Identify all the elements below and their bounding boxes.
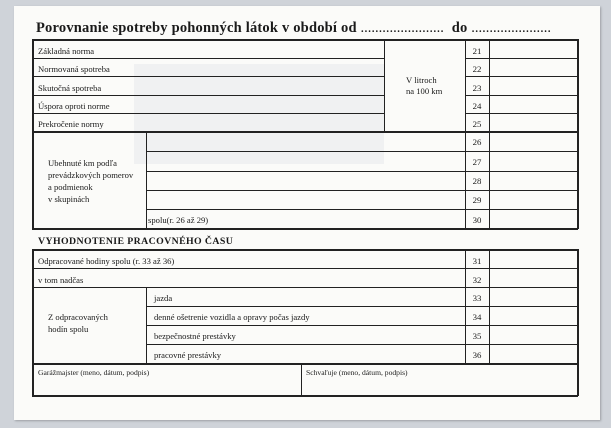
- row-line: [465, 113, 578, 114]
- row-label-34: denné ošetrenie vozidla a opravy počas jazdy: [154, 312, 310, 322]
- row-line: [465, 95, 578, 96]
- signature-garage-master: Garážmajster (meno, dátum, podpis): [38, 368, 150, 377]
- form-title: [36, 20, 596, 37]
- row-line: [465, 58, 578, 59]
- row-number-23: 23: [472, 83, 482, 93]
- row-line: [32, 363, 578, 365]
- row-number-27: 27: [472, 157, 482, 167]
- row-line: [32, 95, 384, 96]
- row-line: [465, 76, 578, 77]
- row-label-25: Prekročenie normy: [38, 119, 104, 129]
- row-line: [146, 171, 578, 172]
- row-line: [146, 151, 578, 152]
- row-line: [32, 287, 578, 288]
- bleed-through-area: [134, 64, 384, 164]
- signature-approves: Schvaľuje (meno, dátum, podpis): [306, 368, 408, 377]
- row-label-31: Odpracované hodiny spolu (r. 33 až 36): [38, 256, 175, 266]
- row-label-36: pracovné prestávky: [154, 350, 222, 360]
- signature-divider: [301, 363, 302, 396]
- title-text: Porovnanie spotreby pohonných látok v období: [36, 20, 338, 36]
- row-number-36: 36: [472, 350, 482, 360]
- table-bottom-border: [32, 228, 578, 230]
- label-col-divider: [384, 39, 385, 131]
- title-od-dots: .......................: [360, 20, 444, 36]
- row-number-24: 24: [472, 101, 482, 111]
- table-left-border: [32, 39, 34, 229]
- hours-label-line2: hodín spolu: [48, 324, 89, 334]
- km-label-line3: a podmienok: [48, 182, 93, 192]
- row-line: [32, 76, 384, 77]
- row-number-30: 30: [472, 215, 482, 225]
- row-number-34: 34: [472, 312, 482, 322]
- row-line: [146, 325, 578, 326]
- km-label-line1: Ubehnuté km podľa: [48, 158, 117, 168]
- row-number-21: 21: [472, 46, 482, 56]
- form-sheet: [14, 6, 600, 420]
- table-right-border: [577, 39, 579, 229]
- row-number-25: 25: [472, 119, 482, 129]
- row-number-28: 28: [472, 176, 482, 186]
- row-label-23: Skutočná spotreba: [38, 83, 102, 93]
- lower-table-top-border: [32, 249, 578, 251]
- hours-label-line1: Z odpracovaných: [48, 312, 108, 322]
- row-line: [146, 209, 578, 210]
- row-label-33: jazda: [154, 293, 173, 303]
- row-label-22: Normovaná spotreba: [38, 64, 110, 74]
- row-line: [32, 131, 578, 133]
- row-line: [146, 306, 578, 307]
- lower-table-left-border: [32, 249, 34, 396]
- row-label-24: Úspora oproti norme: [38, 101, 110, 111]
- row-number-32: 32: [472, 275, 482, 285]
- lower-table-bottom-border: [32, 395, 578, 397]
- row-line: [32, 58, 384, 59]
- row-number-31: 31: [472, 256, 482, 266]
- row-line: [146, 190, 578, 191]
- row-number-35: 35: [472, 331, 482, 341]
- num-col-divider: [489, 39, 490, 229]
- title-od: od: [341, 20, 357, 36]
- row-number-26: 26: [472, 137, 482, 147]
- row-number-33: 33: [472, 293, 482, 303]
- row-line: [32, 268, 578, 269]
- unit-line2: na 100 km: [406, 86, 443, 96]
- row-label-21: Základná norma: [38, 46, 95, 56]
- km-total-label: spolu(r. 26 až 29): [148, 215, 209, 225]
- unit-line1: V litroch: [406, 75, 437, 85]
- row-number-22: 22: [472, 64, 482, 74]
- row-line: [32, 113, 384, 114]
- section-title-work-time: VYHODNOTENIE PRACOVNÉHO ČASU: [38, 236, 234, 247]
- lower-table-right-border: [577, 249, 579, 396]
- title-do-dots: ......................: [471, 20, 552, 36]
- row-number-29: 29: [472, 195, 482, 205]
- row-label-35: bezpečnostné prestávky: [154, 331, 236, 341]
- km-label-line2: prevádzkových pomerov: [48, 170, 134, 180]
- km-label-line4: v skupinách: [48, 194, 90, 204]
- title-do: do: [451, 20, 468, 36]
- km-label-divider: [146, 131, 147, 229]
- row-label-32: v tom nadčas: [38, 275, 84, 285]
- table-top-border: [32, 39, 578, 41]
- row-line: [146, 344, 578, 345]
